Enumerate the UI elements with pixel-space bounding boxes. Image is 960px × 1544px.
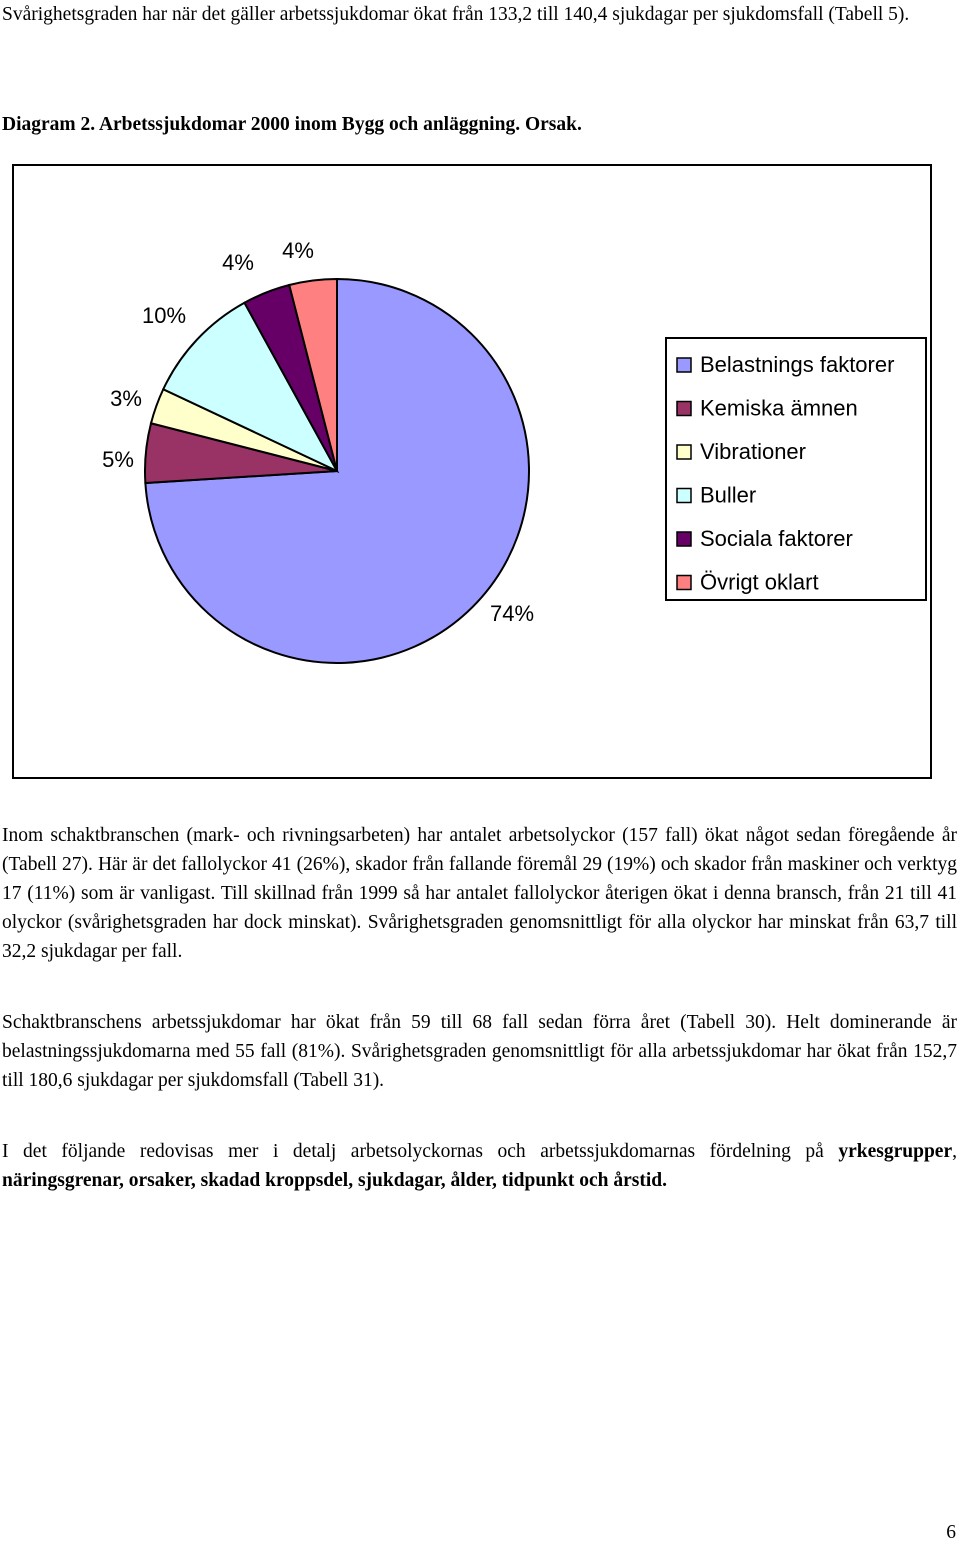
- legend-swatch: [677, 532, 691, 546]
- summary-bold-yrkesgrupper: yrkesgrupper: [838, 1141, 953, 1162]
- legend-label: Sociala faktorer: [700, 526, 853, 551]
- pie-slice-label: 10%: [141, 303, 187, 328]
- legend-label: Övrigt oklart: [700, 569, 819, 595]
- summary-text: I det följande redovisas mer i detalj arbetsolyckornas och arbetssjukdomarnas fördelning på: [2, 1141, 839, 1162]
- paragraph-schakt-sjukdomar: Schaktbranschens arbetssjukdomar har ökat från 59 till 68 fall sedan förra året (Tabell 30). Helt dominerande är belastningssjukdomarna med 55 fall (81%). Svårighetsgraden genomsnittligt för alla arbetssjukdomar har ökat från 152,7 till 180,6 sjukdagar per sjukdomsfall (Tabell 31).: [2, 1012, 957, 1091]
- legend-label: Belastnings faktorer: [700, 352, 895, 377]
- paragraph-summary: [2, 1137, 957, 1195]
- diagram-caption: Diagram 2. Arbetssjukdomar 2000 inom Bygg och anläggning. Orsak.: [2, 114, 582, 135]
- pie-slices: [145, 279, 529, 663]
- legend-swatch: [677, 489, 691, 503]
- legend-swatch: [677, 402, 691, 416]
- pie-slice-label: 4%: [282, 238, 314, 263]
- pie-slice-label: 5%: [102, 447, 134, 472]
- pie-chart: [14, 166, 930, 777]
- legend-swatch: [677, 358, 691, 372]
- summary-bold-list: näringsgrenar, orsaker, skadad kroppsdel, sjukdagar, ålder, tidpunkt och årstid.: [2, 1170, 667, 1191]
- legend-swatch: [677, 445, 691, 459]
- summary-comma: ,: [952, 1141, 957, 1162]
- legend-frame: [666, 338, 926, 600]
- legend-label: Buller: [700, 482, 757, 508]
- pie-slice-label: 4%: [222, 250, 254, 275]
- pie-slice-label: 74%: [489, 601, 535, 626]
- chart-legend: [666, 338, 926, 600]
- pie-chart-frame: [12, 164, 932, 779]
- legend-label: Vibrationer: [700, 439, 806, 464]
- legend-label: Kemiska ämnen: [700, 395, 858, 421]
- intro-paragraph: Svårighetsgraden har när det gäller arbetssjukdomar ökat från 133,2 till 140,4 sjukdagar per sjukdomsfall (Tabell 5).: [2, 4, 910, 25]
- paragraph-schakt-olyckor: Inom schaktbranschen (mark- och rivningsarbeten) har antalet arbetsolyckor (157 fall) ökat något sedan föregående år (Tabell 27). Här är det fallolyckor 41 (26%), skador från fallande föremål 29 (19%) och skador från maskiner och verktyg 17 (11%) som är vanligast. Till skillnad från 1999 så har antalet fallolyckor återigen ökat i denna bransch, från 21 till 41 olyckor (svårighetsgraden har dock minskat). Svårighetsgraden genomsnittligt för alla olyckor har minskat från 63,7 till 32,2 sjukdagar per fall.: [2, 825, 957, 962]
- page-number: 6: [946, 1522, 956, 1543]
- pie-slice-label: 3%: [110, 386, 142, 411]
- legend-swatch: [677, 576, 691, 590]
